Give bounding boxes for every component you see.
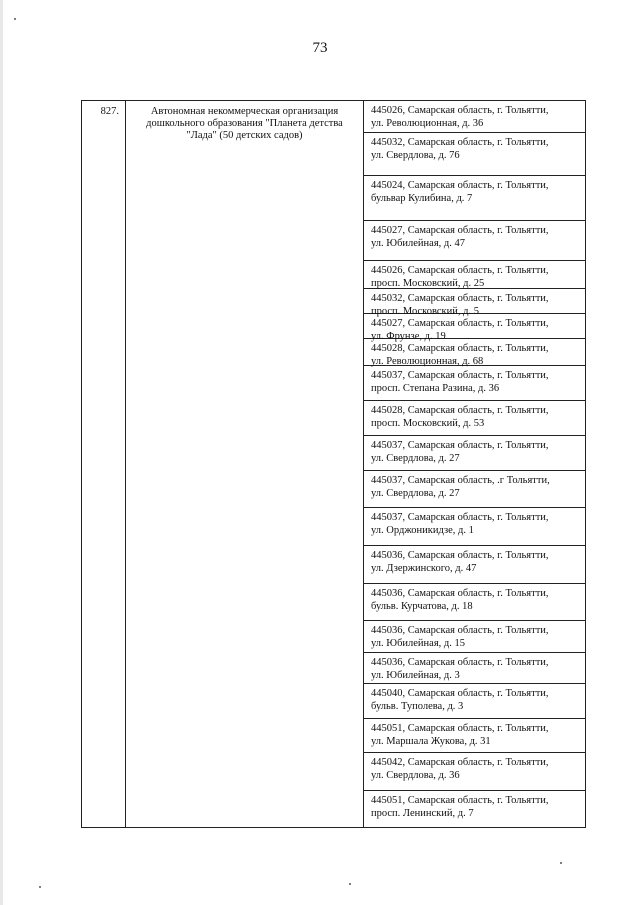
address-line-street: бульвар Кулибина, д. 7 [371, 193, 473, 204]
address-line-street: ул. Орджоникидзе, д. 1 [371, 525, 474, 536]
address-line-city: 445032, Самарская область, г. Тольятти, [371, 293, 549, 304]
address-row [364, 366, 585, 401]
scan-speck [14, 18, 16, 20]
entry-number: 827. [100, 106, 119, 117]
address-row [364, 546, 585, 584]
organization-cell [126, 101, 364, 827]
address-row [364, 684, 585, 719]
address-line-city: 445037, Самарская область, г. Тольятти, [371, 440, 549, 451]
address-line-city: 445032, Самарская область, г. Тольятти, [371, 137, 549, 148]
address-line-street: просп. Степана Разина, д. 36 [371, 383, 500, 394]
address-line-city: 445036, Самарская область, г. Тольятти, [371, 657, 549, 668]
address-line-street: ул. Свердлова, д. 27 [371, 488, 460, 499]
page-number: 73 [312, 40, 328, 56]
address-row [364, 314, 585, 342]
address-line-street: просп. Московский, д. 53 [371, 418, 485, 429]
address-row [364, 584, 585, 621]
address-line-street: ул. Революционная, д. 36 [371, 118, 484, 129]
address-row [364, 176, 585, 221]
address-line-city: 445037, Самарская область, г. Тольятти, [371, 370, 549, 381]
entry-number-cell [82, 101, 126, 827]
scan-speck [349, 883, 351, 885]
address-line-city: 445036, Самарская область, г. Тольятти, [371, 550, 549, 561]
address-row [364, 436, 585, 471]
address-line-city: 445036, Самарская область, г. Тольятти, [371, 588, 549, 599]
address-row [364, 339, 585, 366]
address-line-city: 445026, Самарская область, г. Тольятти, [371, 105, 549, 116]
address-line-street: ул. Свердлова, д. 27 [371, 453, 460, 464]
address-line-street: бульв. Курчатова, д. 18 [371, 601, 473, 612]
address-row [364, 289, 585, 317]
address-line-city: 445027, Самарская область, г. Тольятти, [371, 225, 549, 236]
address-line-city: 445051, Самарская область, г. Тольятти, [371, 795, 549, 806]
address-row [364, 508, 585, 546]
address-line-city: 445028, Самарская область, г. Тольятти, [371, 405, 549, 416]
organization-name: Автономная некоммерческая организация дошкольного образования "Планета детства "Лада" (50 детских садов) [146, 106, 343, 141]
address-row [364, 261, 585, 289]
address-row [364, 133, 585, 176]
addresses-column [364, 101, 585, 827]
address-line-city: 445042, Самарская область, г. Тольятти, [371, 757, 549, 768]
scan-speck [39, 886, 41, 888]
address-row [364, 471, 585, 508]
address-line-city: 445051, Самарская область, г. Тольятти, [371, 723, 549, 734]
address-row [364, 719, 585, 753]
address-line-city: 445037, Самарская область, г. Тольятти, [371, 512, 549, 523]
address-line-street: просп. Ленинский, д. 7 [371, 808, 474, 819]
address-row [364, 401, 585, 436]
address-line-street: ул. Свердлова, д. 36 [371, 770, 460, 781]
address-line-street: ул. Юбилейная, д. 15 [371, 638, 466, 649]
address-line-street: ул. Дзержинского, д. 47 [371, 563, 477, 574]
address-row [364, 101, 585, 133]
address-line-street: просп. Московский, д. 5 [371, 306, 479, 317]
address-row [364, 791, 585, 828]
address-row [364, 221, 585, 261]
scan-edge [0, 0, 3, 905]
address-line-street: ул. Маршала Жукова, д. 31 [371, 736, 491, 747]
address-line-street: ул. Фрунзе, д. 19 [371, 331, 446, 342]
scan-speck [560, 862, 562, 864]
address-line-street: бульв. Туполева, д. 3 [371, 701, 464, 712]
address-line-street: ул. Юбилейная, д. 47 [371, 238, 466, 249]
address-line-street: ул. Юбилейная, д. 3 [371, 670, 460, 681]
address-row [364, 753, 585, 791]
address-line-city: 445024, Самарская область, г. Тольятти, [371, 180, 549, 191]
address-line-city: 445026, Самарская область, г. Тольятти, [371, 265, 549, 276]
address-line-street: ул. Революционная, д. 68 [371, 356, 484, 367]
address-line-street: просп. Московский, д. 25 [371, 278, 485, 289]
address-line-street: ул. Свердлова, д. 76 [371, 150, 460, 161]
address-line-city: 445028, Самарская область, г. Тольятти, [371, 343, 549, 354]
address-row [364, 621, 585, 653]
address-line-city: 445040, Самарская область, г. Тольятти, [371, 688, 549, 699]
address-line-city: 445027, Самарская область, г. Тольятти, [371, 318, 549, 329]
address-row [364, 653, 585, 684]
address-line-city: 445037, Самарская область, .г Тольятти, [371, 475, 550, 486]
address-line-city: 445036, Самарская область, г. Тольятти, [371, 625, 549, 636]
register-table [81, 100, 586, 828]
